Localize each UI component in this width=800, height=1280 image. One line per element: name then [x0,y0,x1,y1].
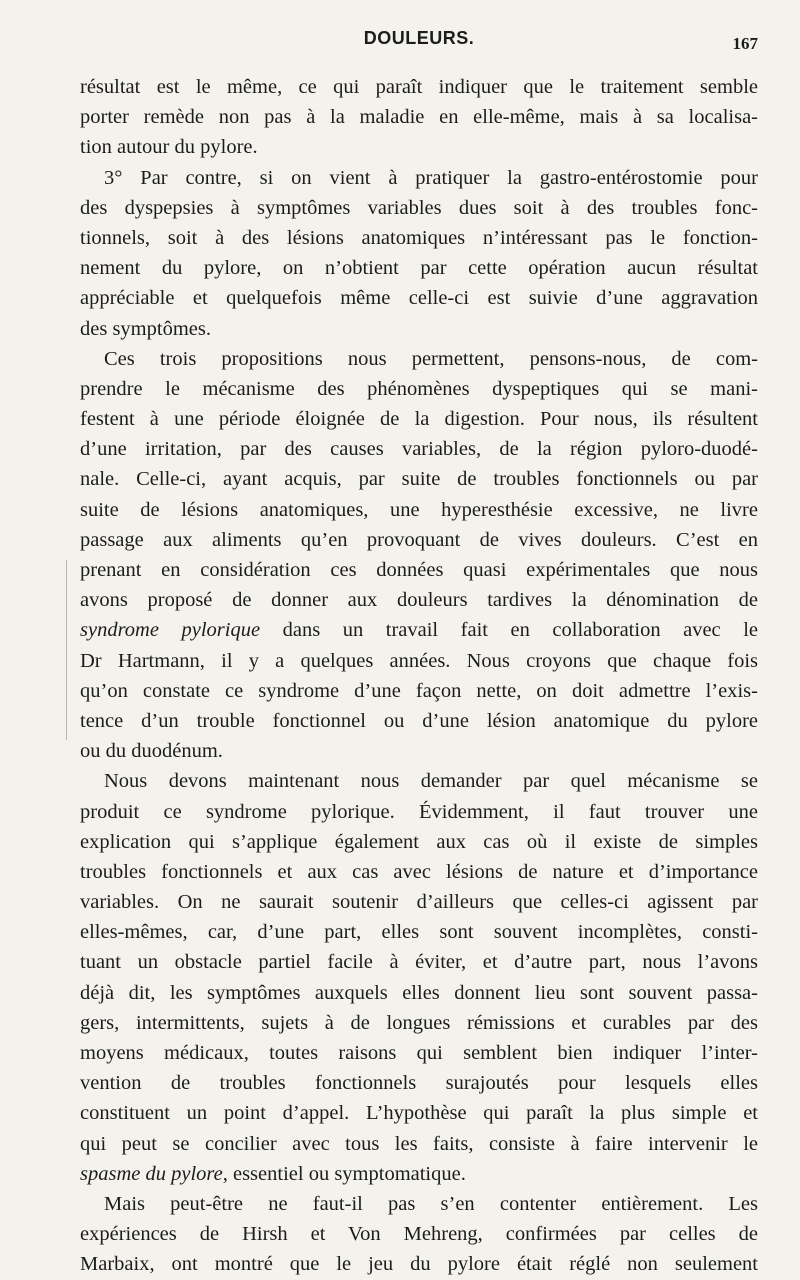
text-segment: gers, intermittents, sujets à de longues rémissions et curables par des [80,1011,758,1034]
text-line [80,1098,758,1128]
text-segment: qui peut se concilier avec tous les faits, consiste à faire intervenir le [80,1132,758,1155]
text-segment: résultat est le même, ce qui paraît indiquer que le traitement semble [80,76,758,98]
text-line [80,1129,758,1159]
text-segment: troubles fonctionnels et aux cas avec lésions de nature et d’importance [80,860,758,883]
text-segment: variables. On ne saurait soutenir d’ailleurs que celles-ci agissent par [80,891,758,914]
text-segment: produit ce syndrome pylorique. Évidemment, il faut trouver une [80,800,758,823]
text-segment: suite de lésions anatomiques, une hyperesthésie excessive, ne livre [80,498,758,521]
text-segment: prenant en considération ces données quasi expérimentales que nous [80,559,758,581]
text-segment: constituent un point d’appel. L’hypothèse qui paraît la plus simple et [80,1102,758,1125]
running-head [80,28,758,58]
text-line [80,314,758,344]
margin-pencil-mark [66,560,67,740]
text-segment: passage aux aliments qu’en provoquant de vives douleurs. C’est en [80,528,758,551]
text-segment: , essentiel ou symptomatique. [222,1162,466,1185]
text-line [80,464,758,494]
text-line [80,1008,758,1038]
text-line [80,1159,758,1189]
text-segment: Ces trois propositions nous permettent, pensons-nous, de com- [104,347,758,370]
text-line [80,223,758,253]
text-line [80,163,758,193]
text-line [80,344,758,374]
text-line [80,132,758,162]
body-text [80,72,758,1280]
text-segment: tion autour du pylore. [80,136,258,159]
text-segment: d’une irritation, par des causes variables, de la région pyloro-duodé- [80,438,758,461]
text-line [80,947,758,977]
text-line [80,72,758,102]
text-segment: des dyspepsies à symptômes variables dues soit à des troubles fonc- [80,196,758,219]
text-segment: appréciable et quelquefois même celle-ci est suivie d’une aggravation [80,287,758,310]
text-line [80,495,758,525]
text-line [80,525,758,555]
text-segment: avons proposé de donner aux douleurs tardives la dénomination de [80,589,758,612]
text-segment: prendre le mécanisme des phénomènes dyspeptiques qui se mani- [80,377,758,400]
text-line [80,1038,758,1068]
text-line [80,283,758,313]
text-line [80,615,758,645]
text-line [80,102,758,132]
text-line [80,827,758,857]
text-line [80,404,758,434]
text-line [80,434,758,464]
text-segment: Dr Hartmann, il y a quelques années. Nous croyons que chaque fois [80,649,758,672]
text-segment: Mais peut-être ne faut-il pas s’en contenter entièrement. Les [104,1192,758,1215]
text-line [80,374,758,404]
text-line [80,917,758,947]
text-segment: explication qui s’applique également aux cas où il existe de simples [80,830,758,853]
text-line [80,797,758,827]
text-segment: tuant un obstacle partiel facile à éviter, et d’autre part, nous l’avons [80,951,758,974]
text-segment: moyens médicaux, toutes raisons qui semblent bien indiquer l’inter- [80,1042,758,1064]
italic-term: syndrome pylorique [80,619,261,642]
text-segment: qu’on constate ce syndrome d’une façon nette, on doit admettre l’exis- [80,679,758,702]
text-segment: vention de troubles fonctionnels surajoutés pour lesquels elles [80,1072,758,1095]
text-segment: nement du pylore, on n’obtient par cette opération aucun résultat [80,257,758,280]
text-line [80,736,758,766]
text-line [80,646,758,676]
text-segment: Marbaix, ont montré que le jeu du pylore était réglé non seulement [80,1253,758,1276]
text-segment: des symptômes. [80,317,211,340]
text-line [80,1068,758,1098]
text-line [80,857,758,887]
text-line [80,1249,758,1279]
text-line [80,1219,758,1249]
text-segment: elles-mêmes, car, d’une part, elles sont souvent incomplètes, consti- [80,921,758,944]
text-line [80,555,758,585]
text-line [80,585,758,615]
text-line [80,676,758,706]
running-title: DOULEURS. [363,28,475,48]
text-segment: dans un travail fait en collaboration avec le [260,619,758,642]
text-segment: déjà dit, les symptômes auxquels elles donnent lieu sont souvent passa- [80,981,758,1004]
text-segment: 3° Par contre, si on vient à pratiquer la gastro-entérostomie pour [104,166,758,189]
italic-term: spasme du pylore [80,1162,223,1185]
text-line [80,253,758,283]
text-segment: festent à une période éloignée de la digestion. Pour nous, ils résultent [80,408,758,431]
text-segment: porter remède non pas à la maladie en elle-même, mais à sa localisa- [80,106,758,129]
text-segment: nale. Celle-ci, ayant acquis, par suite de troubles fonctionnels ou par [80,468,758,491]
text-segment: tence d’un trouble fonctionnel ou d’une lésion anatomique du pylore [80,709,758,732]
text-segment: ou du duodénum. [80,740,223,763]
text-line [80,1189,758,1219]
page-number: 167 [732,34,758,53]
text-line [80,887,758,917]
text-line [80,766,758,796]
text-line [80,978,758,1008]
text-segment: Nous devons maintenant nous demander par quel mécanisme se [104,770,758,793]
text-line [80,706,758,736]
text-segment: expériences de Hirsh et Von Mehreng, confirmées par celles de [80,1223,758,1246]
text-line [80,193,758,223]
text-segment: tionnels, soit à des lésions anatomiques n’intéressant pas le fonction- [80,226,758,249]
